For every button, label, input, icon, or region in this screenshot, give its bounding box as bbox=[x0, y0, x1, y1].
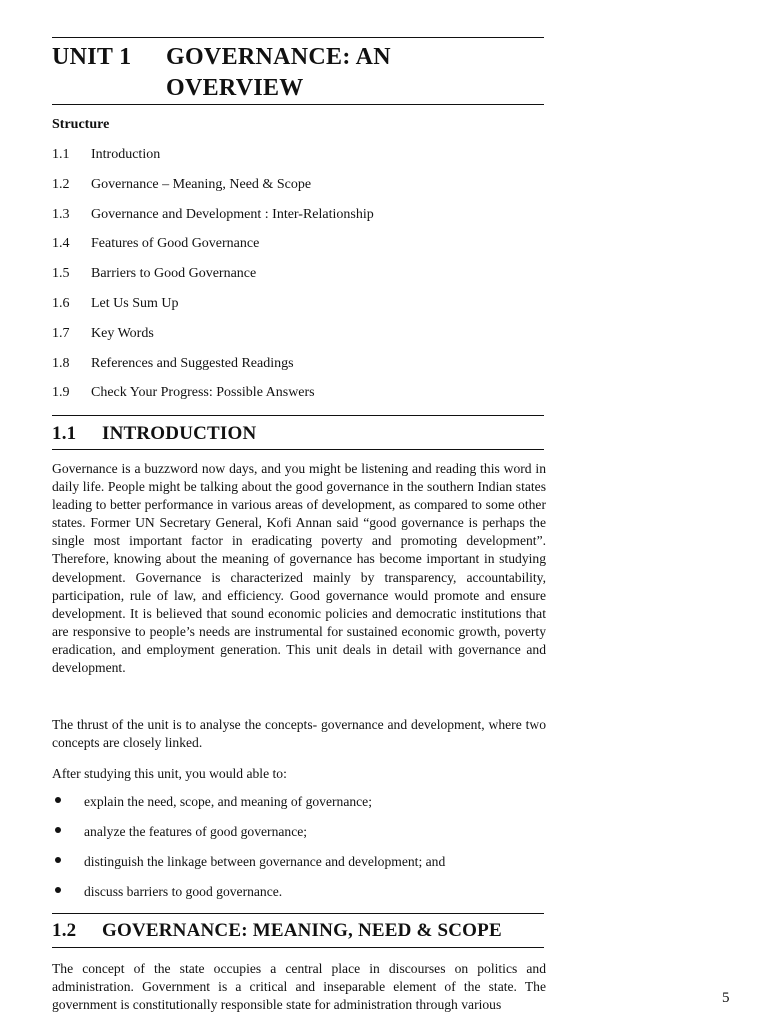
toc-item-number: 1.2 bbox=[52, 176, 70, 192]
toc-item-number: 1.3 bbox=[52, 206, 70, 222]
intro-paragraph-1: Governance is a buzzword now days, and you might be listening and reading this word in daily life. People might be talking about the good governance in the southern Indian states leading to better performance in various areas of development, as compared to some other states. Former UN Secretary General, Kofi Annan said “good governance is perhaps the single most important factor in eradicating poverty and promoting development”. Therefore, knowing about the meaning of governance has become important in studying development. Governance is characterized mainly by transparency, accountability, participation, rule of law, and efficiency. Good governance would promote and ensure development. It is believed that sound economic policies and democratic institutions that are responsive to people’s needs are instrumental for sustained economic growth, poverty eradication, and employment generation. This unit deals in detail with governance and development. bbox=[52, 461, 546, 676]
toc-item-number: 1.4 bbox=[52, 236, 70, 252]
structure-heading: Structure bbox=[52, 117, 110, 132]
list-item bbox=[52, 793, 544, 823]
toc-item-number: 1.9 bbox=[52, 385, 70, 401]
meaning-paragraph-1: The concept of the state occupies a central place in discourses on politics and administration. Government is a critical and inseparable element of the state. The government is constitutionally responsible state for administration through various bbox=[52, 961, 546, 1013]
objectives-list bbox=[52, 793, 544, 913]
list-item bbox=[52, 883, 544, 913]
section-number: 1.2 bbox=[52, 920, 77, 941]
section-title: INTRODUCTION bbox=[102, 423, 257, 444]
top-rule bbox=[52, 37, 544, 38]
list-item bbox=[52, 823, 544, 853]
list-item-text: discuss barriers to good governance. bbox=[84, 884, 283, 899]
toc-item-title: References and Suggested Readings bbox=[91, 355, 294, 371]
bullet-icon bbox=[55, 887, 61, 893]
toc-item-title: Key Words bbox=[91, 325, 154, 341]
unit-number: UNIT 1 bbox=[52, 44, 132, 70]
toc-item-number: 1.7 bbox=[52, 325, 70, 341]
toc-item-number: 1.1 bbox=[52, 147, 70, 162]
bullet-icon bbox=[55, 827, 61, 833]
section-1-2-top-rule bbox=[52, 913, 544, 914]
list-item-text: distinguish the linkage between governance and development; and bbox=[84, 854, 446, 869]
section-1-2-bottom-rule bbox=[52, 947, 544, 948]
bullet-icon bbox=[55, 857, 61, 863]
toc-item-title: Introduction bbox=[91, 147, 161, 162]
toc-item-title: Features of Good Governance bbox=[91, 236, 260, 252]
toc-item-title: Barriers to Good Governance bbox=[91, 266, 257, 282]
list-item bbox=[52, 853, 544, 883]
toc-item-number: 1.5 bbox=[52, 266, 70, 282]
intro-paragraph-2: The thrust of the unit is to analyse the concepts- governance and development, where two concepts are closely linked. bbox=[52, 717, 546, 751]
toc-item-title: Governance and Development : Inter-Relationship bbox=[91, 206, 374, 222]
section-1-1-top-rule bbox=[52, 415, 544, 416]
toc-item-number: 1.8 bbox=[52, 355, 70, 371]
unit-title-text bbox=[166, 42, 466, 104]
title-bottom-rule bbox=[52, 104, 544, 105]
toc-item-title: Check Your Progress: Possible Answers bbox=[91, 385, 315, 401]
section-number: 1.1 bbox=[52, 423, 77, 444]
bullet-icon bbox=[55, 797, 61, 803]
list-item-text: analyze the features of good governance; bbox=[84, 824, 308, 839]
toc-item-title: Let Us Sum Up bbox=[91, 295, 179, 311]
unit-title-line-2: OVERVIEW bbox=[166, 75, 304, 101]
list-item-text: explain the need, scope, and meaning of governance; bbox=[84, 794, 372, 809]
unit-title-line-1: GOVERNANCE: AN bbox=[166, 44, 391, 70]
intro-paragraph-3: After studying this unit, you would able to: bbox=[52, 766, 287, 781]
page-number: 5 bbox=[722, 990, 730, 1006]
section-title: GOVERNANCE: MEANING, NEED & SCOPE bbox=[102, 920, 502, 941]
section-1-1-bottom-rule bbox=[52, 449, 544, 450]
toc-item-title: Governance – Meaning, Need & Scope bbox=[91, 176, 312, 192]
toc-item-number: 1.6 bbox=[52, 295, 70, 311]
